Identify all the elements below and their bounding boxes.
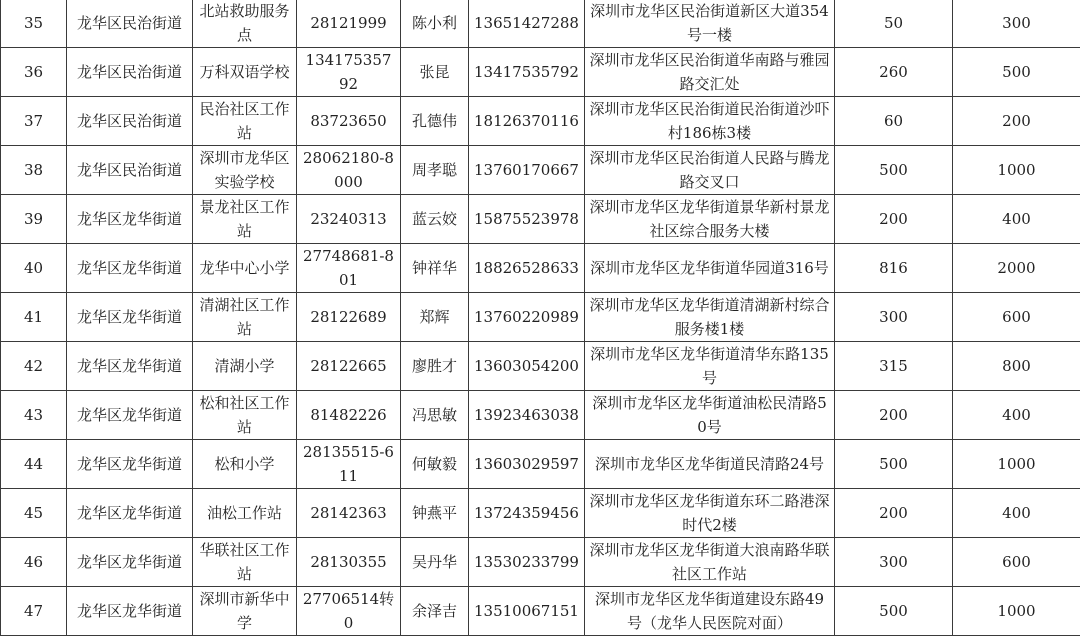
row-number: 37: [1, 97, 67, 146]
table-body: [1, 0, 1080, 636]
capacity-cell: 600: [953, 538, 1080, 587]
area-cell: 300: [835, 538, 953, 587]
row-number: 38: [1, 146, 67, 195]
address-cell: 深圳市龙华区民治街道人民路与腾龙路交叉口: [585, 146, 835, 195]
mobile-cell: 13417535792: [469, 48, 585, 97]
table-row: [1, 587, 1080, 636]
contact-person-cell: 蓝云姣: [401, 195, 469, 244]
area-cell: 200: [835, 391, 953, 440]
district-cell: 龙华区龙华街道: [67, 244, 193, 293]
area-cell: 500: [835, 587, 953, 636]
area-cell: 260: [835, 48, 953, 97]
address-cell: 深圳市龙华区龙华街道东环二路港深时代2楼: [585, 489, 835, 538]
capacity-cell: 200: [953, 97, 1080, 146]
table-row: [1, 489, 1080, 538]
mobile-cell: 13510067151: [469, 587, 585, 636]
district-cell: 龙华区龙华街道: [67, 440, 193, 489]
site-name-cell: 深圳市新华中学: [193, 587, 297, 636]
address-cell: 深圳市龙华区民治街道新区大道354号一楼: [585, 0, 835, 48]
row-number: 42: [1, 342, 67, 391]
phone-cell: 28121999: [297, 0, 401, 48]
district-cell: 龙华区龙华街道: [67, 293, 193, 342]
district-cell: 龙华区龙华街道: [67, 391, 193, 440]
address-cell: 深圳市龙华区龙华街道建设东路49号（龙华人民医院对面）: [585, 587, 835, 636]
capacity-cell: 800: [953, 342, 1080, 391]
mobile-cell: 13603054200: [469, 342, 585, 391]
contact-person-cell: 冯思敏: [401, 391, 469, 440]
phone-cell: 28142363: [297, 489, 401, 538]
address-cell: 深圳市龙华区龙华街道清湖新村综合服务楼1楼: [585, 293, 835, 342]
phone-cell: 28135515-611: [297, 440, 401, 489]
address-cell: 深圳市龙华区龙华街道大浪南路华联社区工作站: [585, 538, 835, 587]
table-row: [1, 440, 1080, 489]
row-number: 46: [1, 538, 67, 587]
address-cell: 深圳市龙华区民治街道民治街道沙吓村186栋3楼: [585, 97, 835, 146]
phone-cell: 27748681-801: [297, 244, 401, 293]
phone-cell: 27706514转0: [297, 587, 401, 636]
capacity-cell: 1000: [953, 440, 1080, 489]
row-number: 43: [1, 391, 67, 440]
site-name-cell: 龙华中心小学: [193, 244, 297, 293]
district-cell: 龙华区龙华街道: [67, 538, 193, 587]
contact-person-cell: 钟祥华: [401, 244, 469, 293]
district-cell: 龙华区龙华街道: [67, 195, 193, 244]
area-cell: 300: [835, 293, 953, 342]
row-number: 45: [1, 489, 67, 538]
table-row: [1, 538, 1080, 587]
area-cell: 60: [835, 97, 953, 146]
site-name-cell: 北站救助服务点: [193, 0, 297, 48]
contact-person-cell: 孔德伟: [401, 97, 469, 146]
contact-person-cell: 何敏毅: [401, 440, 469, 489]
site-name-cell: 民治社区工作站: [193, 97, 297, 146]
capacity-cell: 2000: [953, 244, 1080, 293]
site-name-cell: 清湖小学: [193, 342, 297, 391]
contact-person-cell: 吴丹华: [401, 538, 469, 587]
row-number: 39: [1, 195, 67, 244]
mobile-cell: 13923463038: [469, 391, 585, 440]
site-name-cell: 松和小学: [193, 440, 297, 489]
mobile-cell: 13651427288: [469, 0, 585, 48]
capacity-cell: 1000: [953, 146, 1080, 195]
address-cell: 深圳市龙华区龙华街道民清路24号: [585, 440, 835, 489]
district-cell: 龙华区民治街道: [67, 0, 193, 48]
table-row: [1, 48, 1080, 97]
phone-cell: 28122665: [297, 342, 401, 391]
area-cell: 816: [835, 244, 953, 293]
mobile-cell: 13760220989: [469, 293, 585, 342]
contact-person-cell: 钟燕平: [401, 489, 469, 538]
address-cell: 深圳市龙华区龙华街道清华东路135号: [585, 342, 835, 391]
row-number: 36: [1, 48, 67, 97]
capacity-cell: 300: [953, 0, 1080, 48]
table-row: [1, 244, 1080, 293]
site-name-cell: 油松工作站: [193, 489, 297, 538]
district-cell: 龙华区民治街道: [67, 146, 193, 195]
mobile-cell: 18126370116: [469, 97, 585, 146]
table-row: [1, 195, 1080, 244]
phone-cell: 28130355: [297, 538, 401, 587]
table-row: [1, 0, 1080, 48]
capacity-cell: 600: [953, 293, 1080, 342]
address-cell: 深圳市龙华区民治街道华南路与雅园路交汇处: [585, 48, 835, 97]
contact-person-cell: 周孝聪: [401, 146, 469, 195]
site-name-cell: 景龙社区工作站: [193, 195, 297, 244]
contact-person-cell: 陈小利: [401, 0, 469, 48]
area-cell: 200: [835, 489, 953, 538]
phone-cell: 13417535792: [297, 48, 401, 97]
mobile-cell: 18826528633: [469, 244, 585, 293]
site-name-cell: 万科双语学校: [193, 48, 297, 97]
district-cell: 龙华区龙华街道: [67, 342, 193, 391]
row-number: 47: [1, 587, 67, 636]
row-number: 40: [1, 244, 67, 293]
phone-cell: 23240313: [297, 195, 401, 244]
capacity-cell: 400: [953, 195, 1080, 244]
address-cell: 深圳市龙华区龙华街道景华新村景龙社区综合服务大楼: [585, 195, 835, 244]
contact-person-cell: 张昆: [401, 48, 469, 97]
table-row: [1, 293, 1080, 342]
site-name-cell: 华联社区工作站: [193, 538, 297, 587]
contact-person-cell: 余泽吉: [401, 587, 469, 636]
table-row: [1, 97, 1080, 146]
mobile-cell: 15875523978: [469, 195, 585, 244]
row-number: 44: [1, 440, 67, 489]
contact-person-cell: 廖胜才: [401, 342, 469, 391]
area-cell: 200: [835, 195, 953, 244]
area-cell: 500: [835, 146, 953, 195]
area-cell: 50: [835, 0, 953, 48]
table-row: [1, 342, 1080, 391]
table-row: [1, 146, 1080, 195]
row-number: 41: [1, 293, 67, 342]
district-cell: 龙华区龙华街道: [67, 587, 193, 636]
district-cell: 龙华区民治街道: [67, 48, 193, 97]
mobile-cell: 13603029597: [469, 440, 585, 489]
phone-cell: 28062180-8000: [297, 146, 401, 195]
district-cell: 龙华区龙华街道: [67, 489, 193, 538]
table-row: [1, 391, 1080, 440]
district-cell: 龙华区民治街道: [67, 97, 193, 146]
mobile-cell: 13760170667: [469, 146, 585, 195]
address-cell: 深圳市龙华区龙华街道华园道316号: [585, 244, 835, 293]
site-name-cell: 松和社区工作站: [193, 391, 297, 440]
mobile-cell: 13724359456: [469, 489, 585, 538]
capacity-cell: 400: [953, 489, 1080, 538]
phone-cell: 81482226: [297, 391, 401, 440]
capacity-cell: 400: [953, 391, 1080, 440]
site-name-cell: 清湖社区工作站: [193, 293, 297, 342]
capacity-cell: 500: [953, 48, 1080, 97]
phone-cell: 83723650: [297, 97, 401, 146]
contact-person-cell: 郑辉: [401, 293, 469, 342]
capacity-cell: 1000: [953, 587, 1080, 636]
phone-cell: 28122689: [297, 293, 401, 342]
row-number: 35: [1, 0, 67, 48]
address-cell: 深圳市龙华区龙华街道油松民清路50号: [585, 391, 835, 440]
area-cell: 500: [835, 440, 953, 489]
mobile-cell: 13530233799: [469, 538, 585, 587]
area-cell: 315: [835, 342, 953, 391]
site-name-cell: 深圳市龙华区实验学校: [193, 146, 297, 195]
